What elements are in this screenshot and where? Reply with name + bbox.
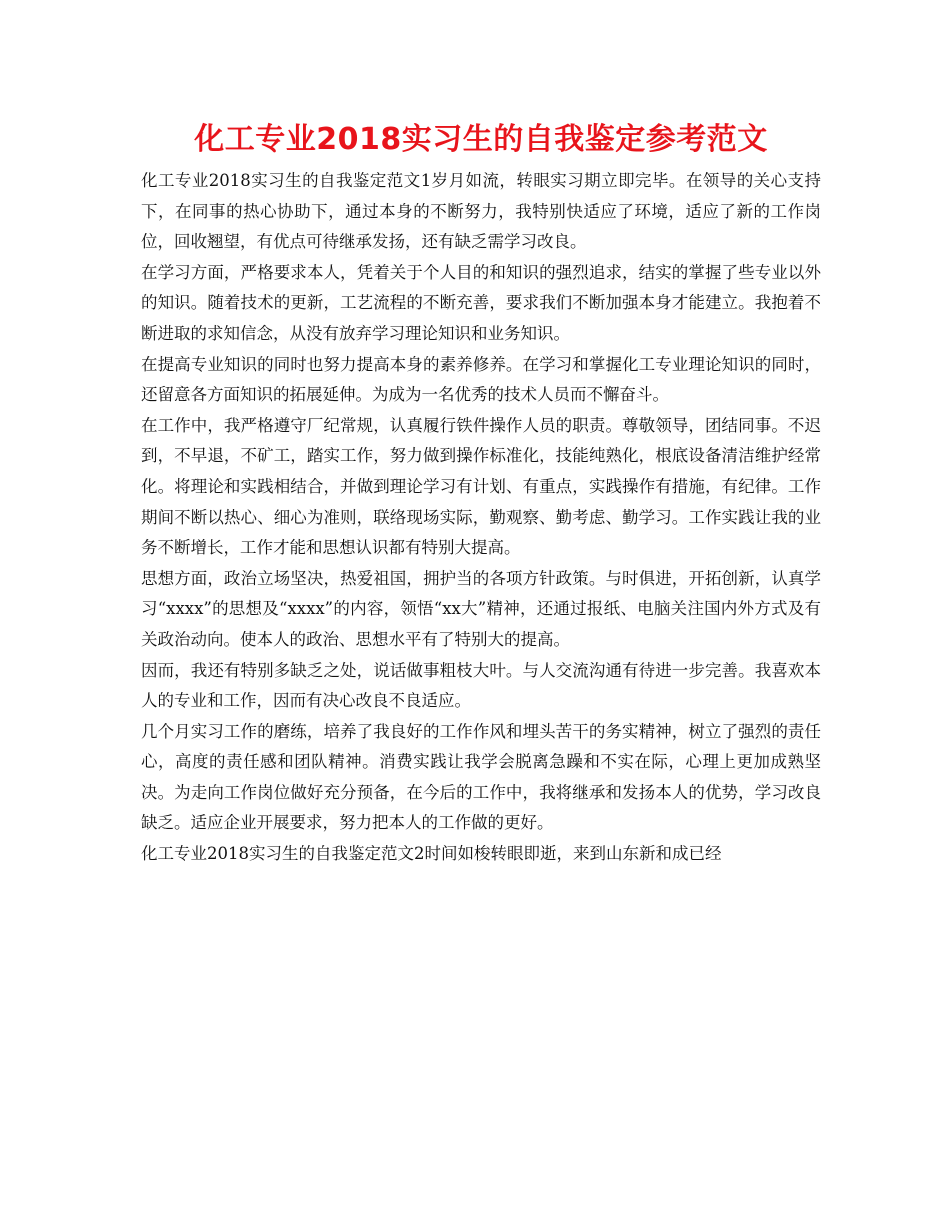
- paragraph-1: 化工专业2018实习生的自我鉴定范文1岁月如流，转眼实习期立即完毕。在领导的关心支持下，在同事的热心协助下，通过本身的不断努力，我特别快适应了环境，适应了新的工作岗位，回收翘望，有优点可待继承发扬，还有缺乏需学习改良。: [141, 171, 821, 252]
- paragraph-6: 因而，我还有特别多缺乏之处，说话做事粗枝大叶。与人交流沟通有待进一步完善。我喜欢本人的专业和工作，因而有决心改良不良适应。: [141, 660, 821, 711]
- paragraph-7: 几个月实习工作的磨练，培养了我良好的工作作风和埋头苦干的务实精神，树立了强烈的责任心，高度的责任感和团队精神。消费实践让我学会脱离急躁和不实在际，心理上更加成熟坚决。为走向工作岗位做好充分预备，在今后的工作中，我将继承和发扬本人的优势，学习改良缺乏。适应企业开展要求，努力把本人的工作做的更好。: [141, 721, 821, 833]
- paragraph-8: 化工专业2018实习生的自我鉴定范文2时间如梭转眼即逝，来到山东新和成已经: [141, 844, 722, 864]
- paragraph-2: 在学习方面，严格要求本人，凭着关于个人目的和知识的强烈追求，结实的掌握了些专业以外的知识。随着技术的更新，工艺流程的不断充善，要求我们不断加强本身才能建立。我抱着不断进取的求知信念，从没有放弃学习理论知识和业务知识。: [141, 262, 821, 343]
- document-page: [141, 118, 821, 870]
- paragraph-5: 思想方面，政治立场坚决，热爱祖国，拥护当的各项方针政策。与时俱进，开拓创新，认真学习“xxxx”的思想及“xxxx”的内容，领悟“xx大”精神，还通过报纸、电脑关注国内外方式及有关政治动向。使本人的政治、思想水平有了特别大的提高。: [141, 568, 821, 649]
- document-title: 化工专业2018实习生的自我鉴定参考范文: [194, 122, 768, 157]
- paragraph-3: 在提高专业知识的同时也努力提高本身的素养修养。在学习和掌握化工专业理论知识的同时，还留意各方面知识的拓展延伸。为成为一名优秀的技术人员而不懈奋斗。: [141, 354, 821, 405]
- paragraph-4: 在工作中，我严格遵守厂纪常规，认真履行铁件操作人员的职责。尊敬领导，团结同事。不迟到，不早退，不矿工，踏实工作，努力做到操作标准化，技能纯熟化，根底设备清洁维护经常化。将理论和实践相结合，并做到理论学习有计划、有重点，实践操作有措施，有纪律。工作期间不断以热心、细心为准则，联络现场实际，勤观察、勤考虑、勤学习。工作实践让我的业务不断增长，工作才能和思想认识都有特别大提高。: [141, 415, 821, 558]
